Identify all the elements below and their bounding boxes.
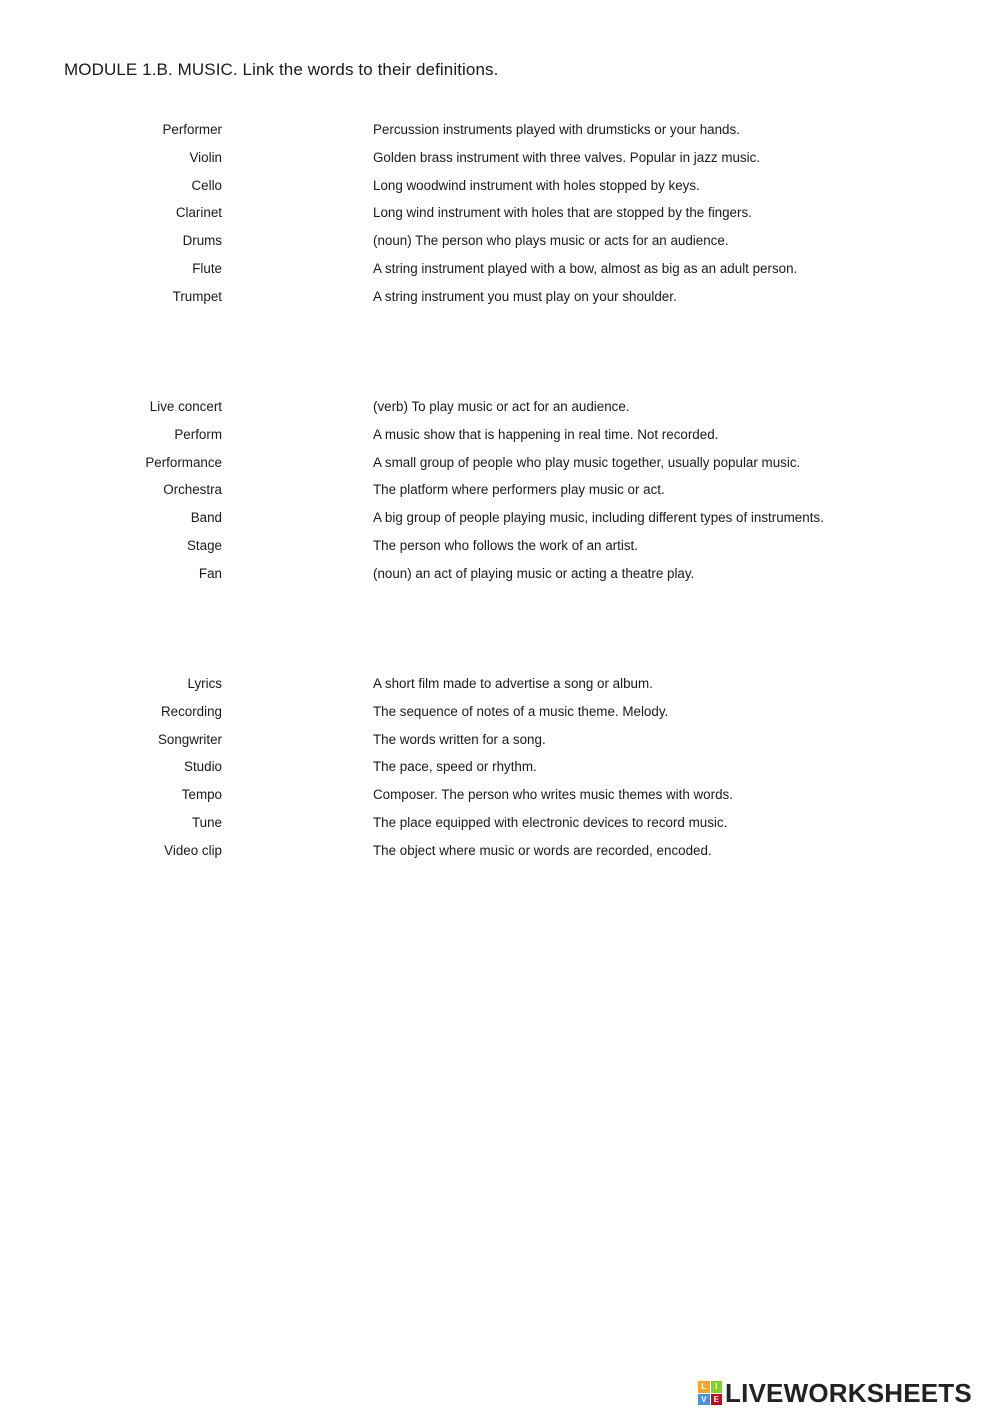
matching-row — [0, 122, 1000, 150]
matching-row — [0, 787, 1000, 815]
logo-letter: E — [711, 1394, 723, 1406]
term[interactable]: Tune — [191, 814, 222, 830]
term[interactable]: Songwriter — [157, 731, 222, 747]
term[interactable]: Performance — [145, 454, 222, 470]
matching-row — [0, 399, 1000, 427]
matching-section-1 — [0, 122, 1000, 317]
term[interactable]: Studio — [184, 759, 222, 775]
matching-section-2 — [0, 399, 1000, 594]
matching-row — [0, 178, 1000, 206]
matching-row — [0, 843, 1000, 871]
definition[interactable]: Percussion instruments played with drumsticks or your hands. — [373, 122, 740, 137]
definition[interactable]: The pace, speed or rhythm. — [373, 759, 537, 775]
term[interactable]: Cello — [191, 177, 222, 193]
definition[interactable]: A small group of people who play music together, usually popular music. — [373, 454, 801, 470]
term[interactable]: Stage — [187, 537, 222, 553]
logo-text: LIVEWORKSHEETS — [725, 1377, 972, 1408]
term[interactable]: Fan — [198, 565, 222, 581]
term[interactable]: Tempo — [181, 787, 222, 803]
matching-row — [0, 676, 1000, 704]
matching-row — [0, 759, 1000, 787]
definition[interactable]: (noun) an act of playing music or acting a theatre play. — [373, 565, 695, 581]
matching-row — [0, 150, 1000, 178]
definition[interactable]: The object where music or words are recorded, encoded. — [373, 842, 712, 858]
definition[interactable]: A big group of people playing music, including different types of instruments. — [373, 510, 824, 526]
matching-row — [0, 455, 1000, 483]
definition[interactable]: The place equipped with electronic devices to record music. — [373, 814, 728, 830]
liveworksheets-logo-icon — [698, 1381, 722, 1405]
logo-letter: I — [711, 1381, 723, 1393]
logo-letter: L — [698, 1381, 710, 1393]
term[interactable]: Flute — [192, 260, 222, 276]
term[interactable]: Performer — [162, 122, 222, 137]
matching-row — [0, 732, 1000, 760]
matching-row — [0, 289, 1000, 317]
term[interactable]: Live concert — [149, 399, 222, 414]
definition[interactable]: The words written for a song. — [373, 731, 546, 747]
term[interactable]: Recording — [160, 703, 222, 719]
page-title: MODULE 1.B. MUSIC. Link the words to their definitions. — [64, 60, 499, 79]
definition[interactable]: A music show that is happening in real time. Not recorded. — [373, 426, 719, 442]
definition[interactable]: The platform where performers play music or act. — [373, 482, 665, 498]
matching-row — [0, 566, 1000, 594]
matching-row — [0, 704, 1000, 732]
matching-row — [0, 815, 1000, 843]
logo-letter: V — [698, 1394, 710, 1406]
definition[interactable]: Composer. The person who writes music themes with words. — [373, 787, 733, 803]
matching-row — [0, 261, 1000, 289]
term[interactable]: Band — [190, 510, 222, 526]
definition[interactable]: A short film made to advertise a song or album. — [373, 676, 653, 691]
term[interactable]: Video clip — [164, 842, 222, 858]
term[interactable]: Perform — [174, 426, 222, 442]
definition[interactable]: Long woodwind instrument with holes stopped by keys. — [373, 177, 700, 193]
matching-row — [0, 538, 1000, 566]
matching-row — [0, 427, 1000, 455]
term[interactable]: Clarinet — [175, 205, 222, 221]
definition[interactable]: (verb) To play music or act for an audience. — [373, 399, 630, 414]
term[interactable]: Orchestra — [163, 482, 222, 498]
term[interactable]: Violin — [189, 149, 222, 165]
definition[interactable]: (noun) The person who plays music or acts for an audience. — [373, 233, 729, 249]
term[interactable]: Trumpet — [172, 288, 222, 304]
term[interactable]: Drums — [182, 233, 222, 249]
matching-row — [0, 233, 1000, 261]
matching-row — [0, 205, 1000, 233]
matching-row — [0, 510, 1000, 538]
definition[interactable]: Golden brass instrument with three valves. Popular in jazz music. — [373, 149, 761, 165]
definition[interactable]: The sequence of notes of a music theme. Melody. — [373, 703, 669, 719]
matching-row — [0, 482, 1000, 510]
definition[interactable]: The person who follows the work of an artist. — [373, 537, 638, 553]
matching-section-3 — [0, 676, 1000, 871]
term[interactable]: Lyrics — [187, 676, 222, 691]
definition[interactable]: A string instrument you must play on your shoulder. — [373, 288, 677, 304]
liveworksheets-logo — [698, 1379, 972, 1407]
definition[interactable]: A string instrument played with a bow, almost as big as an adult person. — [373, 260, 798, 276]
definition[interactable]: Long wind instrument with holes that are stopped by the fingers. — [373, 205, 752, 221]
